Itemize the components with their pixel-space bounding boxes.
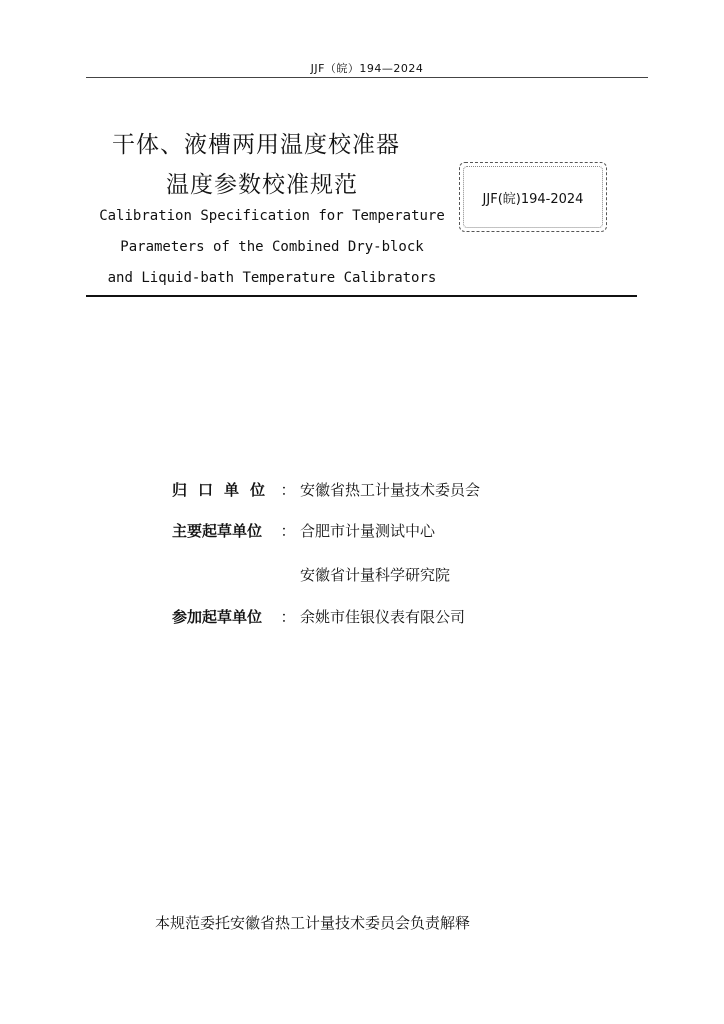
main-drafting-unit-value-2: 安徽省计量科学研究院 xyxy=(300,566,451,584)
info-row-main-drafting-unit xyxy=(172,520,435,541)
title-chinese-line-1: 干体、液槽两用温度校准器 xyxy=(112,132,400,158)
responsible-unit-value: 安徽省热工计量技术委员会 xyxy=(300,481,481,499)
title-english-line-3: and Liquid-bath Temperature Calibrators xyxy=(107,270,437,286)
participating-unit-label: 参加起草单位 xyxy=(172,608,263,626)
interpretation-note: 本规范委托安徽省热工计量技术委员会负责解释 xyxy=(155,914,471,932)
spec-code-text: JJF(皖)194-2024 xyxy=(482,191,584,207)
spec-code-box xyxy=(459,162,607,232)
header-divider xyxy=(86,77,648,78)
info-row-responsible-unit xyxy=(172,479,480,500)
colon: ： xyxy=(280,608,296,626)
info-row-main-drafting-unit-2 xyxy=(300,564,450,585)
title-divider xyxy=(86,295,637,297)
colon: ： xyxy=(280,481,296,499)
participating-unit-value: 余姚市佳银仪表有限公司 xyxy=(300,608,466,626)
colon: ： xyxy=(280,522,296,540)
title-english-line-1: Calibration Specification for Temperature xyxy=(99,208,445,224)
info-row-participating-unit xyxy=(172,606,465,627)
responsible-unit-label: 归口单位 xyxy=(172,481,277,499)
title-english-line-2: Parameters of the Combined Dry-block xyxy=(120,239,424,255)
title-chinese-line-2: 温度参数校准规范 xyxy=(166,172,358,198)
header-code: JJF（皖）194—2024 xyxy=(310,62,424,75)
main-drafting-unit-label: 主要起草单位 xyxy=(172,522,263,540)
main-drafting-unit-value-1: 合肥市计量测试中心 xyxy=(300,522,436,540)
